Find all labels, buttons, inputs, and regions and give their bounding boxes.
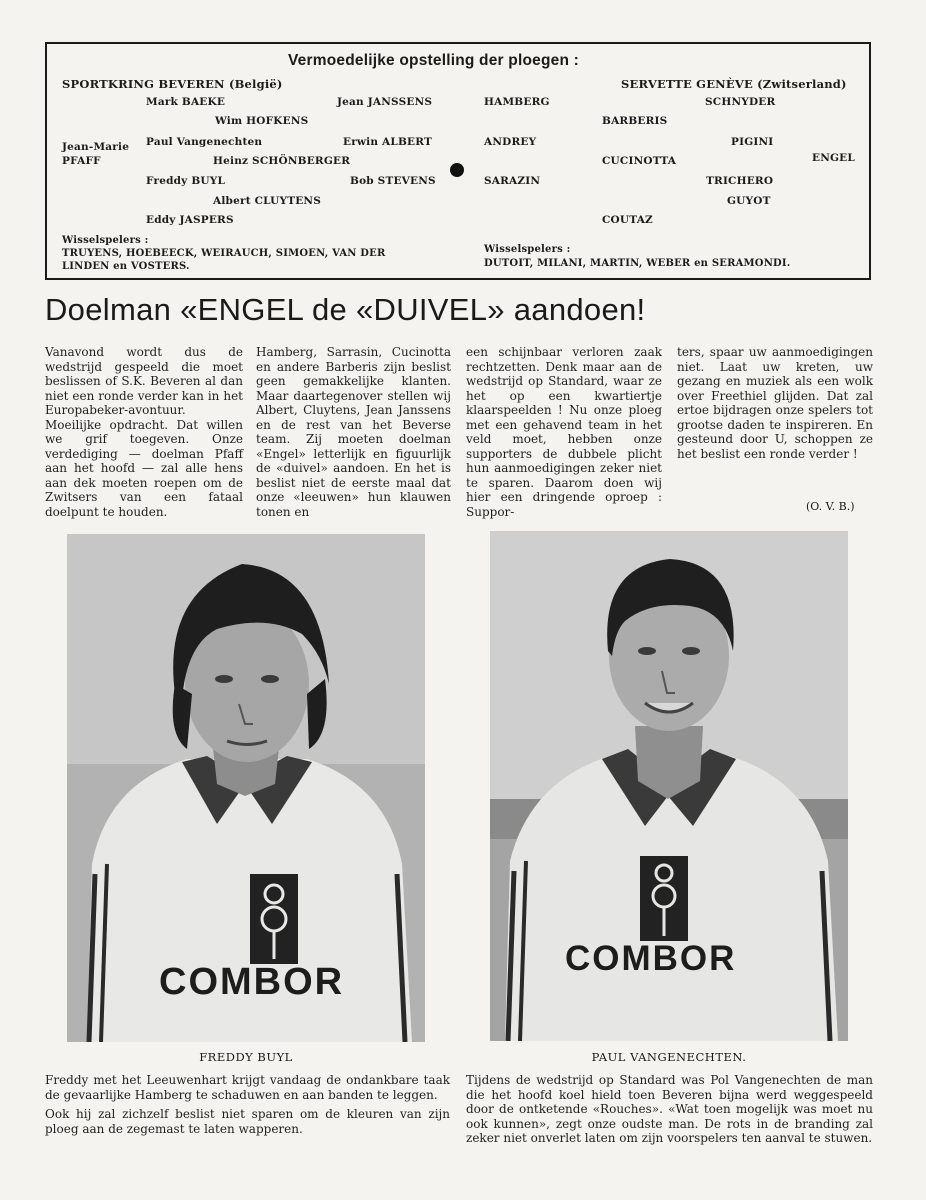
- home-player-jaspers: Eddy JASPERS: [146, 214, 234, 226]
- article-col2-text: Hamberg, Sarrasin, Cucinotta en andere Barberis zijn beslist geen gemakkelijke klanten. Maar daartegenover stellen wij Albert, Cluytens, Jean Janssens en de rest van het Beverse team. Zij moeten doelman «Engel» letterlijk en figuurlijk de «duivel» aandoen. En het is beslist niet de eerste maal dat onze «leeuwen» hun klauwen tonen en: [256, 345, 451, 519]
- home-player-baeke: Mark BAEKE: [146, 96, 226, 108]
- article-column-2: [256, 345, 451, 519]
- photo-paul-vangenechten: [490, 531, 848, 1041]
- headline: Doelman «ENGEL de «DUIVEL» aandoen!: [45, 292, 646, 327]
- caption-left-paragraph-2: Ook hij zal zichzelf beslist niet sparen om de kleuren van zijn ploeg aan de zegemast te laten wapperen.: [45, 1107, 450, 1136]
- caption-text-left: [45, 1073, 450, 1141]
- away-team-name: SERVETTE GENÈVE (Zwitserland): [621, 77, 847, 91]
- home-player-pfaff-last: PFAFF: [62, 155, 101, 167]
- shirt-sponsor-text: COMBOR: [565, 939, 737, 978]
- article-column-1: [45, 345, 243, 519]
- caption-name-left: FREDDY BUYL: [199, 1050, 293, 1064]
- away-player-hamberg: HAMBERG: [484, 96, 550, 108]
- away-player-sarazin: SARAZIN: [484, 175, 541, 187]
- caption-name-right: PAUL VANGENECHTEN.: [591, 1050, 747, 1064]
- away-subs-line: DUTOIT, MILANI, MARTIN, WEBER en SERAMONDI.: [484, 258, 791, 269]
- home-player-stevens: Bob STEVENS: [350, 175, 436, 187]
- home-subs-line-2: LINDEN en VOSTERS.: [62, 261, 190, 272]
- article-column-3: [466, 345, 662, 519]
- home-player-cluytens: Albert CLUYTENS: [213, 195, 322, 207]
- away-player-barberis: BARBERIS: [602, 115, 668, 127]
- article-col4-text: ters, spaar uw aanmoedigingen niet. Laat uw kreten, uw gezang en muziek als een wolk over Freethiel glijden. Dat zal ertoe bijdragen onze spelers tot grootse daden te inspireren. En gesteund door U, schoppen ze het beslist een ronde verder !: [677, 345, 873, 461]
- away-player-engel: ENGEL: [812, 152, 855, 164]
- home-player-albert: Erwin ALBERT: [343, 136, 433, 148]
- photo-freddy-buyl: [67, 534, 425, 1042]
- away-player-pigini: PIGINI: [731, 136, 774, 148]
- article-col3-text: een schijnbaar verloren zaak rechtzetten. Denk maar aan de wedstrijd op Standard, waar ze het op een kwartiertje klaarspeelden ! Nu onze ploeg met een gehavend team in het veld moet, hebben onze supporters de dubbele plicht hun aanmoedigingen zeker niet te sparen. Daarom doen wij hier een dringende oproep : Suppor-: [466, 345, 662, 519]
- away-player-andrey: ANDREY: [484, 136, 537, 148]
- away-player-cucinotta: CUCINOTTA: [602, 155, 677, 167]
- shirt-sponsor-text: COMBOR: [159, 961, 345, 1003]
- away-player-schnyder: SCHNYDER: [705, 96, 776, 108]
- away-player-guyot: GUYOT: [727, 195, 771, 207]
- article-signature: (O. V. B.): [806, 500, 855, 513]
- away-subs-label: Wisselspelers :: [484, 244, 571, 255]
- caption-left-paragraph-1: Freddy met het Leeuwenhart krijgt vandaag de ondankbare taak de gevaarlijke Hamberg te schaduwen en aan banden te leggen.: [45, 1073, 450, 1102]
- article-col1-text: Vanavond wordt dus de wedstrijd gespeeld die moet beslissen of S.K. Beveren al dan niet een ronde verder kan in het Europabeker-avontuur. Moeilijke opdracht. Dat willen we grif toegeven. Onze verdediging — doelman Pfaff aan het hoofd — zal alle hens aan dek moeten roepen om de Zwitsers van een fataal doelpunt te houden.: [45, 345, 243, 519]
- article-column-4: [677, 345, 873, 461]
- away-player-trichero: TRICHERO: [706, 175, 774, 187]
- home-player-janssens: Jean JANSSENS: [337, 96, 433, 108]
- lineup-title: Vermoedelijke opstelling der ploegen :: [288, 52, 579, 69]
- caption-text-right: [466, 1073, 873, 1151]
- ball-icon: [450, 163, 464, 177]
- home-player-schonberger: Heinz SCHÖNBERGER: [213, 155, 351, 167]
- home-player-buyl: Freddy BUYL: [146, 175, 226, 187]
- home-team-name: SPORTKRING BEVEREN (België): [62, 77, 283, 91]
- home-player-vangenechten: Paul Vangenechten: [146, 136, 263, 148]
- home-player-pfaff-first: Jean-Marie: [62, 141, 130, 153]
- home-player-hofkens: Wim HOFKENS: [215, 115, 309, 127]
- home-subs-label: Wisselspelers :: [62, 235, 149, 246]
- caption-right-paragraph-1: Tijdens de wedstrijd op Standard was Pol Vangenechten de man die het hoofd koel hield toen Beveren bijna werd weggespeeld door de ontketende «Rouches». «Wat toen mogelijk was moet nu ook kunnen», zegt onze oudste man. De rots in de branding zal zeker niet onverlet laten om zijn voorspelers ten aanval te stuwen.: [466, 1073, 873, 1145]
- home-subs-line-1: TRUYENS, HOEBEECK, WEIRAUCH, SIMOEN, VAN DER: [62, 248, 386, 259]
- away-player-coutaz: COUTAZ: [602, 214, 653, 226]
